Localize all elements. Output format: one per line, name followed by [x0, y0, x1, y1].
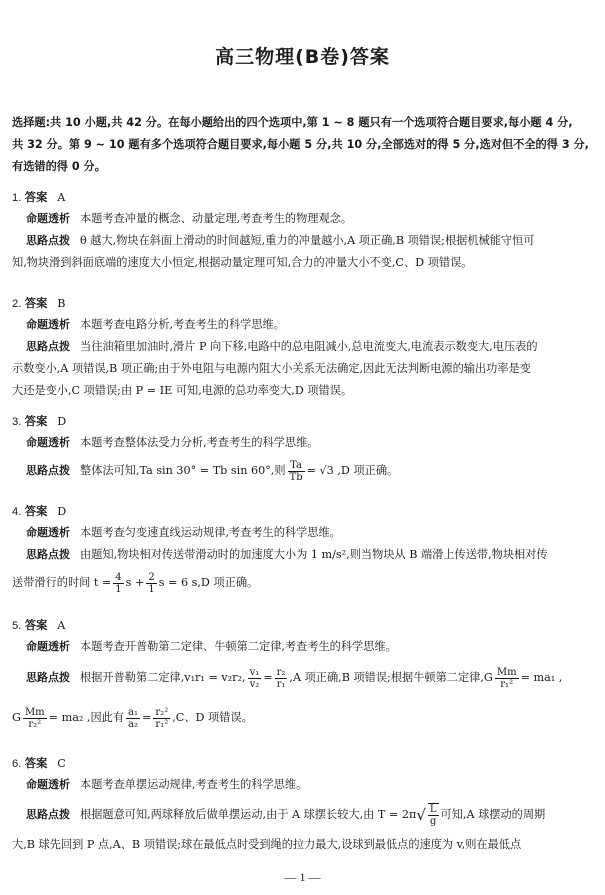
answer-value: D [57, 505, 67, 518]
radius-squared-fraction [153, 707, 170, 730]
analysis-text: 本题考查匀变速直线运动规律,考查考生的科学思维。 [80, 526, 341, 539]
answer-value: A [57, 191, 66, 204]
pendulum-sqrt-fraction [428, 803, 439, 827]
fraction-denominator: v₂ [249, 678, 260, 690]
hint-label: 思路点拨 [26, 340, 70, 353]
page-number: — 1 — [284, 870, 321, 884]
analysis-label: 命题透析 [26, 526, 70, 539]
fraction-denominator: r₂² [28, 718, 42, 730]
hint-label: 思路点拨 [26, 808, 70, 821]
question-number: 4. [12, 506, 22, 518]
analysis-text: 本题考查开普勒第二定律、牛顿第二定律,考查考生的科学思维。 [80, 640, 397, 653]
intro-line: 选择题:共 10 小题,共 42 分。在每小题给出的四个选项中,第 1 ~ 8 题只有一个选项符合题目要求,每小题 4 分, [12, 116, 573, 129]
hint-text: 根据开普勒第二定律,v₁r₁ = v₂r₂, [80, 671, 246, 684]
hint-text: 示数变小,A 项错误,B 项正确;由于外电阻与电源内阻大小关系无法确定,因此无法判断电源的输出功率是变 [12, 362, 531, 375]
answer-value: B [57, 297, 66, 310]
question-2 [12, 294, 592, 402]
hint-text: = [142, 711, 152, 724]
answer-label: 答案 [24, 191, 48, 204]
question-1 [12, 188, 592, 274]
answer-label: 答案 [24, 757, 48, 770]
answer-value: C [57, 757, 66, 770]
analysis-label: 命题透析 [26, 640, 70, 653]
hint-text: = √3 ,D 项正确。 [306, 464, 399, 477]
fraction-denominator: r₁ [276, 678, 286, 690]
hint-text: s + [125, 576, 145, 589]
hint-label: 思路点拨 [26, 234, 70, 247]
question-3 [12, 412, 592, 488]
fraction-denominator: 1 [115, 583, 122, 595]
hint-text: θ 越大,物块在斜面上滑动的时间越短,重力的冲量越小,A 项正确,B 项错误;根据机械能守恒可 [80, 234, 535, 247]
question-number: 2. [12, 298, 22, 310]
analysis-text: 本题考查单摆运动规律,考查考生的科学思维。 [80, 778, 308, 791]
analysis-label: 命题透析 [26, 318, 70, 331]
fraction-numerator: a₁ [128, 706, 139, 718]
hint-text: = ma₂ ,因此有 [48, 711, 125, 724]
hint-text: 大,B 球先回到 P 点,A、B 项错误;球在最低点时受到绳的拉力最大,设球到最低点的速度为 v,则在最低点 [12, 838, 522, 851]
question-number: 6. [12, 758, 22, 770]
answer-value: A [57, 619, 66, 632]
fraction-denominator: Tb [289, 471, 303, 483]
fraction-denominator: a₂ [128, 718, 139, 730]
analysis-text: 本题考查电路分析,考查考生的科学思维。 [80, 318, 285, 331]
velocity-ratio-fraction [248, 667, 262, 690]
fraction-denominator: r₁² [500, 678, 514, 690]
fraction-numerator: L [429, 804, 437, 815]
fraction-numerator: 4 [115, 571, 122, 583]
gravity-fraction-1 [495, 667, 519, 690]
acceleration-ratio-fraction [126, 707, 140, 730]
gravity-fraction-2 [23, 707, 47, 730]
analysis-label: 命题透析 [26, 778, 70, 791]
intro-section [12, 112, 592, 178]
hint-text: 根据题意可知,两球释放后做单摆运动,由于 A 球摆长较大,由 T = 2π [80, 808, 417, 821]
hint-text: = [263, 671, 273, 684]
hint-text: ,A 项正确,B 项错误;根据牛顿第二定律,G [289, 671, 493, 684]
hint-text: 大还是变小,C 项错误;由 P = IE 可知,电源的总功率变大,D 项错误。 [12, 384, 353, 397]
tension-ratio-fraction [288, 460, 305, 483]
question-5 [12, 616, 592, 738]
sqrt-sign-icon: √ [416, 806, 426, 824]
time-fraction-2 [146, 572, 156, 595]
page-title: 高三物理(B卷)答案 [215, 46, 390, 68]
question-number: 1. [12, 192, 22, 204]
hint-text: G [12, 711, 21, 724]
hint-text: 知,物块滑到斜面底端的速度大小恒定,根据动量定理可知,合力的冲量大小不变,C、D 项错误。 [12, 256, 473, 269]
fraction-denominator: 1 [148, 583, 155, 595]
question-4 [12, 502, 592, 600]
hint-text: 由题知,物块相对传送带滑动时的加速度大小为 1 m/s²,则当物块从 B 端滑上传送带,物块相对传 [80, 548, 548, 561]
analysis-text: 本题考查冲量的概念、动量定理,考查考生的物理观念。 [80, 212, 353, 225]
fraction-denominator: g [430, 816, 437, 827]
analysis-label: 命题透析 [26, 436, 70, 449]
fraction-denominator: r₁² [155, 718, 169, 730]
question-number: 5. [12, 620, 22, 632]
hint-text: 当往油箱里加油时,滑片 P 向下移,电路中的总电阻减小,总电流变大,电流表示数变大,电压表的 [80, 340, 538, 353]
answer-label: 答案 [24, 619, 48, 632]
hint-text: 整体法可知,Ta sin 30° = Tb sin 60°,则 [80, 464, 286, 477]
fraction-numerator: r₂ [276, 666, 286, 678]
hint-label: 思路点拨 [26, 671, 70, 684]
hint-text: 送带滑行的时间 t = [12, 576, 112, 589]
hint-text: s = 6 s,D 项正确。 [158, 576, 259, 589]
time-fraction-1 [113, 572, 123, 595]
answer-value: D [57, 415, 67, 428]
radius-ratio-fraction [275, 667, 288, 690]
intro-line: 有选错的得 0 分。 [12, 160, 106, 173]
fraction-numerator: 2 [148, 571, 155, 583]
fraction-numerator: Mm [496, 666, 517, 678]
question-number: 3. [12, 416, 22, 428]
hint-text: ,C、D 项错误。 [172, 711, 253, 724]
question-6 [12, 754, 592, 856]
analysis-label: 命题透析 [26, 212, 70, 225]
hint-label: 思路点拨 [26, 464, 70, 477]
answer-label: 答案 [24, 297, 48, 310]
hint-text: = ma₁ , [520, 671, 563, 684]
fraction-numerator: Ta [288, 460, 305, 472]
fraction-numerator: v₁ [249, 666, 260, 678]
answer-label: 答案 [24, 415, 48, 428]
hint-text: 可知,A 球摆动的周期 [440, 808, 546, 821]
intro-line: 共 32 分。第 9 ~ 10 题有多个选项符合题目要求,每小题 5 分,共 10 分,全部选对的得 5 分,选对但不全的得 3 分, [12, 138, 589, 151]
answer-label: 答案 [24, 505, 48, 518]
fraction-numerator: Mm [24, 706, 45, 718]
analysis-text: 本题考查整体法受力分析,考查考生的科学思维。 [80, 436, 319, 449]
hint-label: 思路点拨 [26, 548, 70, 561]
fraction-numerator: r₂² [155, 706, 169, 718]
